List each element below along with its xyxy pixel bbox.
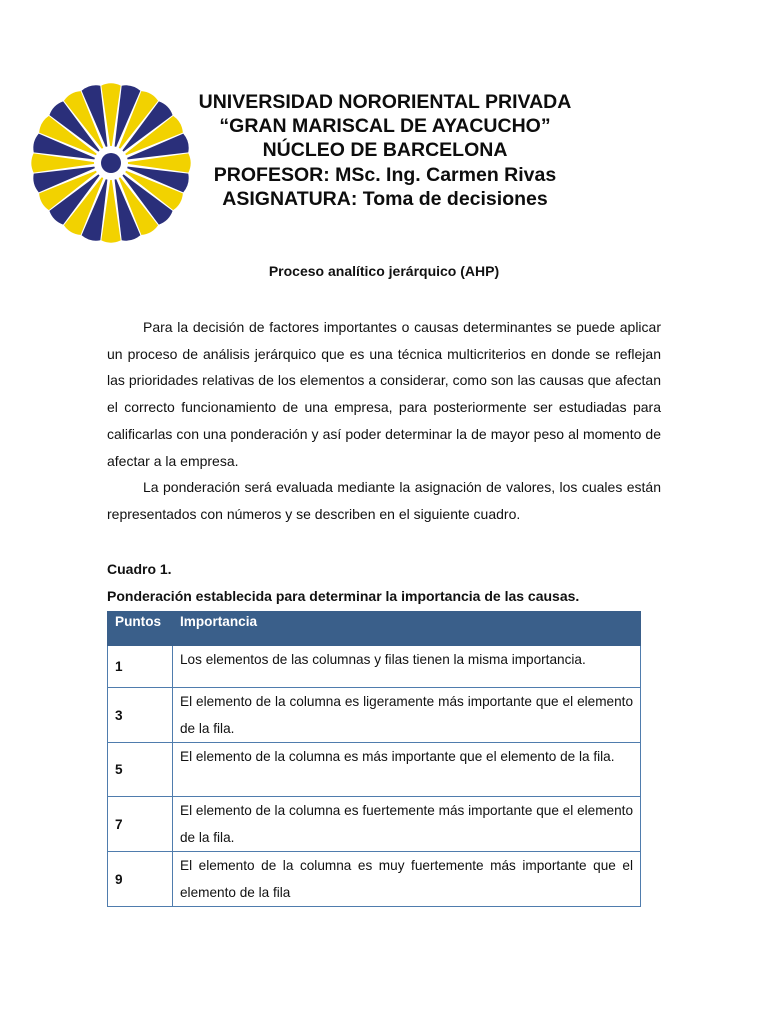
importancia-cell: El elemento de la columna es más importante que el elemento de la fila. <box>173 743 641 797</box>
header-professor: PROFESOR: MSc. Ing. Carmen Rivas <box>213 163 557 186</box>
table-row <box>108 852 641 907</box>
column-header-importancia: Importancia <box>173 612 641 646</box>
table-row <box>108 688 641 743</box>
table-row <box>108 646 641 688</box>
logo-center <box>101 153 121 173</box>
table-caption-text: Ponderación establecida para determinar la importancia de las causas. <box>107 587 580 604</box>
importancia-cell: Los elementos de las columnas y filas tienen la misma importancia. <box>173 646 641 688</box>
importancia-cell: El elemento de la columna es muy fuertemente más importante que el elemento de la fila <box>173 852 641 907</box>
puntos-cell: 3 <box>108 688 173 743</box>
ponderacion-table <box>107 611 641 907</box>
puntos-cell: 9 <box>108 852 173 907</box>
table-caption-label: Cuadro 1. <box>107 561 172 577</box>
importancia-cell: El elemento de la columna es ligeramente más importante que el elemento de la fila. <box>173 688 641 743</box>
paragraph: Para la decisión de factores importantes o causas determinantes se puede aplicar un proceso de análisis jerárquico que es una técnica multicriterios en donde se reflejan las prioridades relativas de los elementos a considerar, como son las causas que afectan el correcto funcionamiento de una empresa, para posteriormente ser estudiadas para calificarlas con una ponderación y así poder determinar la de mayor peso al momento de afectar a la empresa. <box>107 319 661 469</box>
university-sunburst-logo-icon <box>30 82 192 244</box>
table-header-row <box>108 612 641 646</box>
paragraph: La ponderación será evaluada mediante la asignación de valores, los cuales están representados con números y se describen en el siguiente cuadro. <box>107 479 661 522</box>
document-title: Proceso analítico jerárquico (AHP) <box>268 263 500 279</box>
header-university: UNIVERSIDAD NORORIENTAL PRIVADA <box>198 91 572 113</box>
puntos-cell: 5 <box>108 743 173 797</box>
table-row <box>108 743 641 797</box>
importancia-cell: El elemento de la columna es fuertemente más importante que el elemento de la fila. <box>173 797 641 852</box>
column-header-puntos: Puntos <box>108 612 173 646</box>
header-subject: ASIGNATURA: Toma de decisiones <box>222 187 548 210</box>
header-campus: NÚCLEO DE BARCELONA <box>262 139 508 162</box>
institution-header <box>170 90 600 211</box>
puntos-cell: 7 <box>108 797 173 852</box>
table-caption <box>107 556 667 609</box>
document-body <box>107 314 661 528</box>
table-row <box>108 797 641 852</box>
puntos-cell: 1 <box>108 646 173 688</box>
header-university-name: “GRAN MARISCAL DE AYACUCHO” <box>219 115 551 138</box>
